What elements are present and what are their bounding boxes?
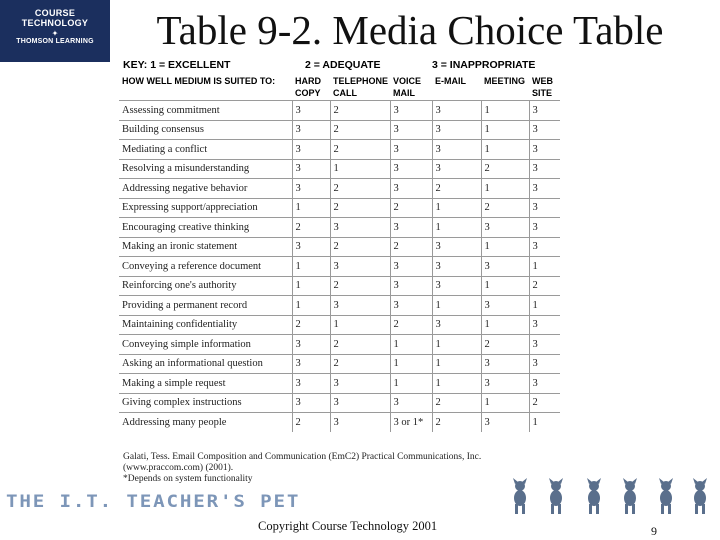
rating-cell: 3 <box>432 276 481 296</box>
table-row <box>119 140 560 160</box>
logo-star-icon: ✦ <box>51 29 59 38</box>
rating-cell: 3 <box>481 257 529 277</box>
rating-cell: 2 <box>330 140 390 160</box>
row-task-label: Making an ironic statement <box>119 237 292 257</box>
rating-cell: 3 <box>292 101 330 121</box>
row-task-label: Maintaining confidentiality <box>119 315 292 335</box>
dog-icon <box>654 478 678 516</box>
rating-cell: 1 <box>432 198 481 218</box>
row-task-label: Addressing many people <box>119 413 292 432</box>
page-number: 9 <box>651 524 657 538</box>
rating-cell: 3 <box>529 140 560 160</box>
rating-cell: 1 <box>390 374 432 394</box>
rating-cell: 3 <box>481 218 529 238</box>
rating-cell: 2 <box>481 198 529 218</box>
course-technology-logo <box>0 0 110 62</box>
rating-cell: 2 <box>481 159 529 179</box>
table-row <box>119 237 560 257</box>
row-task-label: Reinforcing one's authority <box>119 276 292 296</box>
rating-cell: 2 <box>330 354 390 374</box>
table-row <box>119 335 560 355</box>
row-task-label: Encouraging creative thinking <box>119 218 292 238</box>
col-header-telephone-call: TELEPHONE CALL <box>330 74 390 101</box>
rating-cell: 1 <box>481 237 529 257</box>
rating-cell: 3 <box>432 140 481 160</box>
rating-cell: 1 <box>481 140 529 160</box>
rating-cell: 3 <box>292 159 330 179</box>
rating-cell: 3 <box>529 101 560 121</box>
rating-cell: 2 <box>330 179 390 199</box>
row-task-label: Asking an informational question <box>119 354 292 374</box>
rating-cell: 3 <box>390 257 432 277</box>
rating-cell: 1 <box>529 257 560 277</box>
logo-line-technology: TECHNOLOGY <box>21 18 89 28</box>
rating-cell: 3 <box>292 354 330 374</box>
rating-cell: 3 <box>529 218 560 238</box>
rating-cell: 3 <box>529 237 560 257</box>
row-task-label: Mediating a conflict <box>119 140 292 160</box>
rating-cell: 2 <box>330 335 390 355</box>
rating-cell: 2 <box>529 393 560 413</box>
row-task-label: Building consensus <box>119 120 292 140</box>
rating-cell: 3 <box>390 179 432 199</box>
rating-cell: 2 <box>330 237 390 257</box>
rating-cell: 3 <box>529 354 560 374</box>
rating-cell: 1 <box>330 315 390 335</box>
rating-cell: 1 <box>432 374 481 394</box>
key-excellent: KEY: 1 = EXCELLENT <box>123 59 231 71</box>
rating-cell: 2 <box>330 120 390 140</box>
rating-cell: 3 <box>481 413 529 432</box>
key-inappropriate: 3 = INAPPROPRIATE <box>432 59 536 71</box>
rating-cell: 3 <box>529 198 560 218</box>
rating-cell: 1 <box>481 101 529 121</box>
table-row <box>119 159 560 179</box>
rating-cell: 2 <box>292 315 330 335</box>
row-task-label: Expressing support/appreciation <box>119 198 292 218</box>
col-header-web-site: WEB SITE <box>529 74 560 101</box>
rating-cell: 3 <box>292 140 330 160</box>
slide-title: Table 9-2. Media Choice Table <box>156 7 664 53</box>
rating-cell: 3 <box>390 393 432 413</box>
rating-cell: 2 <box>432 413 481 432</box>
rating-cell: 2 <box>330 198 390 218</box>
rating-cell: 3 <box>292 374 330 394</box>
col-header-meeting: MEETING <box>481 74 529 101</box>
rating-cell: 3 <box>390 159 432 179</box>
rating-cell: 1 <box>481 276 529 296</box>
table-row <box>119 276 560 296</box>
rating-cell: 1 <box>292 198 330 218</box>
rating-cell: 1 <box>432 335 481 355</box>
row-task-label: Conveying a reference document <box>119 257 292 277</box>
copyright-notice: Copyright Course Technology 2001 <box>258 519 438 533</box>
media-choice-table <box>119 74 560 432</box>
rating-cell: 1 <box>390 354 432 374</box>
col-header-email: E-MAIL <box>432 74 481 101</box>
table-row <box>119 218 560 238</box>
table-row <box>119 296 560 316</box>
rating-cell: 3 <box>529 315 560 335</box>
rating-cell: 3 <box>432 101 481 121</box>
rating-cell: 3 <box>292 179 330 199</box>
rating-cell: 1 <box>481 120 529 140</box>
dog-icon <box>544 478 568 516</box>
row-task-label: Conveying simple information <box>119 335 292 355</box>
rating-cell: 3 <box>432 159 481 179</box>
rating-cell: 1 <box>529 296 560 316</box>
rating-cell: 3 <box>390 120 432 140</box>
teachers-pet-banner: THE I.T. TEACHER'S PET <box>6 492 301 512</box>
rating-cell: 2 <box>390 237 432 257</box>
rating-cell: 2 <box>390 198 432 218</box>
dog-figures <box>500 478 712 518</box>
rating-cell: 2 <box>330 276 390 296</box>
rating-cell: 3 or 1* <box>390 413 432 432</box>
col-header-hard-copy: HARD COPY <box>292 74 330 101</box>
rating-cell: 2 <box>432 393 481 413</box>
key-adequate: 2 = ADEQUATE <box>305 59 381 71</box>
rating-cell: 3 <box>390 296 432 316</box>
rating-cell: 3 <box>481 354 529 374</box>
rating-cell: 2 <box>292 413 330 432</box>
rating-cell: 1 <box>481 179 529 199</box>
table-row <box>119 374 560 394</box>
rating-cell: 2 <box>330 101 390 121</box>
rating-cell: 1 <box>292 296 330 316</box>
rating-cell: 1 <box>432 218 481 238</box>
rating-cell: 3 <box>529 374 560 394</box>
logo-line-course: COURSE <box>34 8 76 18</box>
rating-cell: 1 <box>481 393 529 413</box>
rating-cell: 1 <box>432 296 481 316</box>
rating-cell: 3 <box>529 120 560 140</box>
rating-cell: 3 <box>390 276 432 296</box>
rating-cell: 3 <box>292 237 330 257</box>
dog-icon <box>688 478 712 516</box>
row-task-label: Assessing commitment <box>119 101 292 121</box>
rating-cell: 3 <box>330 257 390 277</box>
rating-cell: 1 <box>481 315 529 335</box>
rating-cell: 1 <box>390 335 432 355</box>
rating-cell: 3 <box>330 218 390 238</box>
rating-cell: 3 <box>330 393 390 413</box>
rating-cell: 1 <box>292 276 330 296</box>
rating-cell: 3 <box>390 101 432 121</box>
table-row <box>119 354 560 374</box>
table-row <box>119 101 560 121</box>
row-task-label: Addressing negative behavior <box>119 179 292 199</box>
rating-cell: 3 <box>481 374 529 394</box>
table-row <box>119 120 560 140</box>
col-header-voice-mail: VOICE MAIL <box>390 74 432 101</box>
rating-cell: 2 <box>292 218 330 238</box>
rating-cell: 3 <box>292 335 330 355</box>
rating-cell: 3 <box>432 120 481 140</box>
row-task-label: Giving complex instructions <box>119 393 292 413</box>
row-task-label: Making a simple request <box>119 374 292 394</box>
rating-cell: 3 <box>529 159 560 179</box>
rating-cell: 2 <box>432 179 481 199</box>
rating-cell: 3 <box>292 393 330 413</box>
dog-icon <box>618 478 642 516</box>
table-row <box>119 393 560 413</box>
rating-cell: 2 <box>390 315 432 335</box>
citation: Galati, Tess. Email Composition and Communication (EmC2) Practical Communications, Inc. (www.praccom.com) (2001). <box>123 452 482 473</box>
footnote: *Depends on system functionality <box>123 474 253 484</box>
table-row <box>119 179 560 199</box>
dog-icon <box>508 478 532 516</box>
rating-cell: 3 <box>390 218 432 238</box>
table-row <box>119 413 560 432</box>
rating-cell: 3 <box>432 315 481 335</box>
rating-cell: 2 <box>529 276 560 296</box>
rating-cell: 3 <box>390 140 432 160</box>
table-row <box>119 257 560 277</box>
row-task-label: Resolving a misunderstanding <box>119 159 292 179</box>
rating-cell: 1 <box>292 257 330 277</box>
row-task-label: Providing a permanent record <box>119 296 292 316</box>
table-row <box>119 198 560 218</box>
rating-cell: 2 <box>481 335 529 355</box>
table-row <box>119 315 560 335</box>
rating-cell: 3 <box>330 413 390 432</box>
rating-cell: 1 <box>529 413 560 432</box>
col-header-task: HOW WELL MEDIUM IS SUITED TO: <box>119 74 292 101</box>
dog-icon <box>582 478 606 516</box>
rating-cell: 3 <box>529 179 560 199</box>
rating-cell: 3 <box>529 335 560 355</box>
rating-cell: 3 <box>432 237 481 257</box>
rating-cell: 1 <box>330 159 390 179</box>
rating-cell: 1 <box>432 354 481 374</box>
logo-line-thomson: THOMSON LEARNING <box>16 38 94 45</box>
rating-cell: 3 <box>481 296 529 316</box>
rating-cell: 3 <box>292 120 330 140</box>
rating-cell: 3 <box>330 296 390 316</box>
rating-cell: 3 <box>330 374 390 394</box>
table-header-row <box>119 74 560 101</box>
rating-cell: 3 <box>432 257 481 277</box>
